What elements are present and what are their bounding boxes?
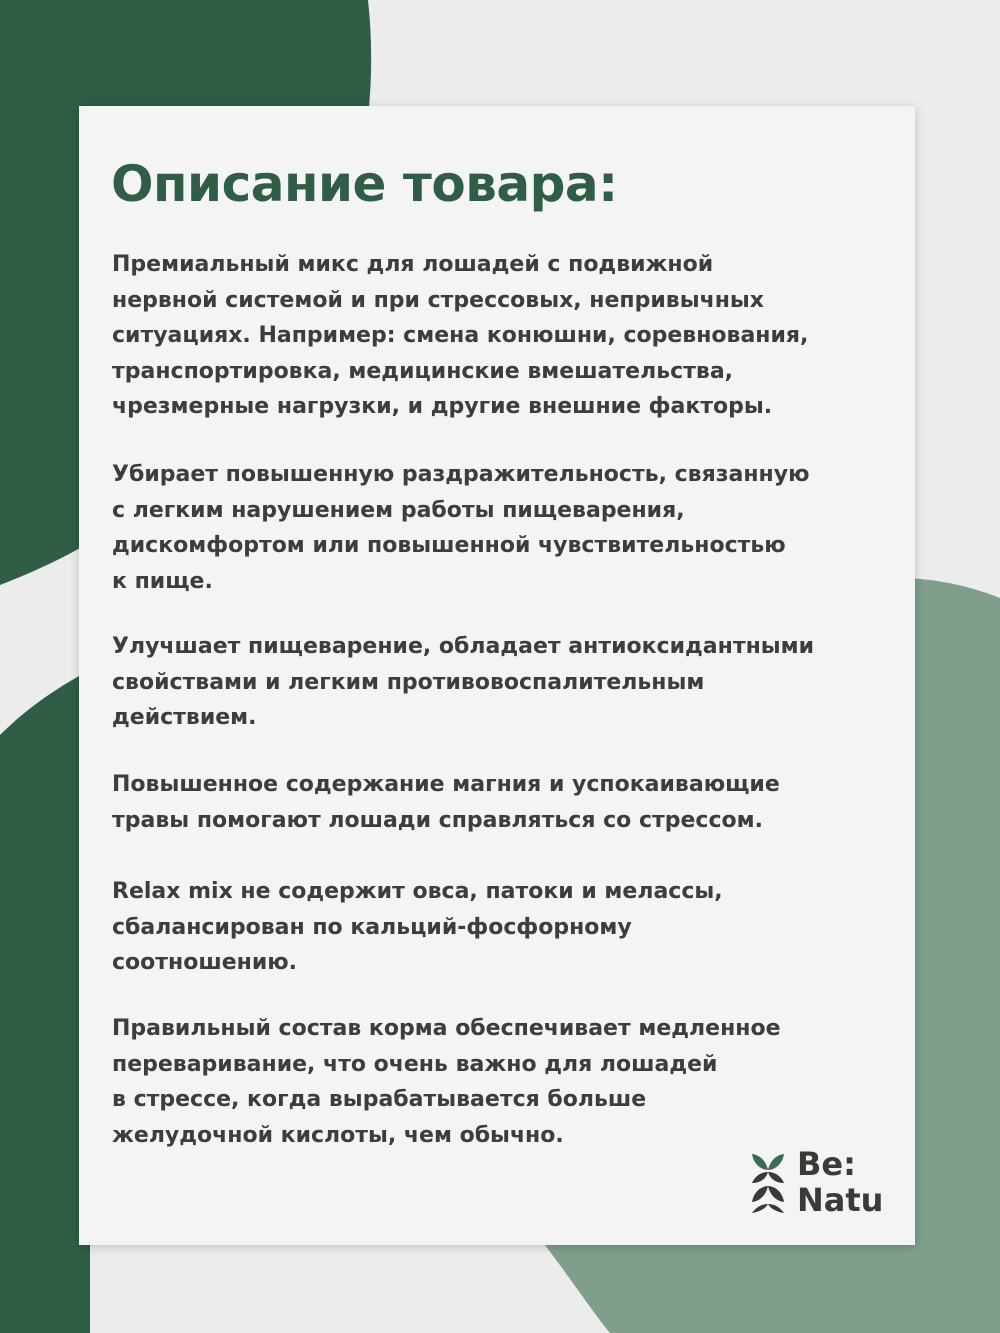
paragraph-line: ситуациях. Например: смена конюшни, соревнования, bbox=[112, 323, 809, 348]
paragraph-line: с легким нарушением работы пищеварения, bbox=[112, 497, 685, 523]
paragraph-line: соотношению. bbox=[112, 950, 297, 975]
paragraph-line: дискомфортом или повышенной чувствительностью bbox=[112, 533, 786, 558]
description-paragraph bbox=[112, 767, 902, 838]
page-title: Описание товара: bbox=[111, 155, 618, 213]
brand-logo bbox=[751, 1146, 891, 1218]
logo-text-line1: Be: bbox=[797, 1145, 856, 1183]
logo-wordmark bbox=[797, 1146, 883, 1218]
paragraph-line: транспортировка, медицинские вмешательства, bbox=[112, 358, 734, 384]
paragraph-line: травы помогают лошади справляться со стрессом. bbox=[112, 807, 763, 833]
paragraph-line: сбалансирован по кальций-фосфорному bbox=[112, 914, 632, 940]
paragraph-line: в стрессе, когда вырабатывается больше bbox=[112, 1087, 647, 1112]
paragraph-line: Повышенное содержание магния и успокаивающие bbox=[112, 772, 780, 797]
paragraph-line: Премиальный микс для лошадей с подвижной bbox=[112, 252, 714, 277]
paragraph-line: к пище. bbox=[112, 568, 213, 594]
sprout-leaves-icon bbox=[751, 1150, 785, 1216]
paragraph-line: Правильный состав корма обеспечивает медленное bbox=[112, 1016, 781, 1041]
description-paragraph bbox=[112, 1011, 902, 1153]
paragraph-line: Убирает повышенную раздражительность, связанную bbox=[112, 462, 810, 487]
paragraph-line: переваривание, что очень важно для лошадей bbox=[112, 1051, 718, 1077]
description-paragraph bbox=[112, 247, 902, 425]
description-paragraph bbox=[112, 629, 902, 736]
product-description-card bbox=[79, 106, 915, 1245]
paragraph-line: желудочной кислоты, чем обычно. bbox=[112, 1122, 564, 1148]
paragraph-line: действием. bbox=[112, 705, 257, 730]
paragraph-line: чрезмерные нагрузки, и другие внешние факторы. bbox=[112, 394, 773, 419]
paragraph-line: Relax mix не содержит овса, патоки и мелассы, bbox=[112, 879, 723, 904]
light-green-bottom-shape bbox=[545, 1245, 1000, 1333]
paragraph-line: свойствами и легким противовоспалительным bbox=[112, 669, 705, 695]
dark-green-side-shape bbox=[0, 670, 90, 1333]
paragraph-line: Улучшает пищеварение, обладает антиоксидантными bbox=[112, 634, 815, 659]
description-paragraph bbox=[112, 457, 902, 599]
paragraph-line: нервной системой и при стрессовых, непривычных bbox=[112, 287, 764, 313]
description-paragraph bbox=[112, 874, 902, 981]
logo-text-line2: Natu bbox=[797, 1181, 884, 1219]
